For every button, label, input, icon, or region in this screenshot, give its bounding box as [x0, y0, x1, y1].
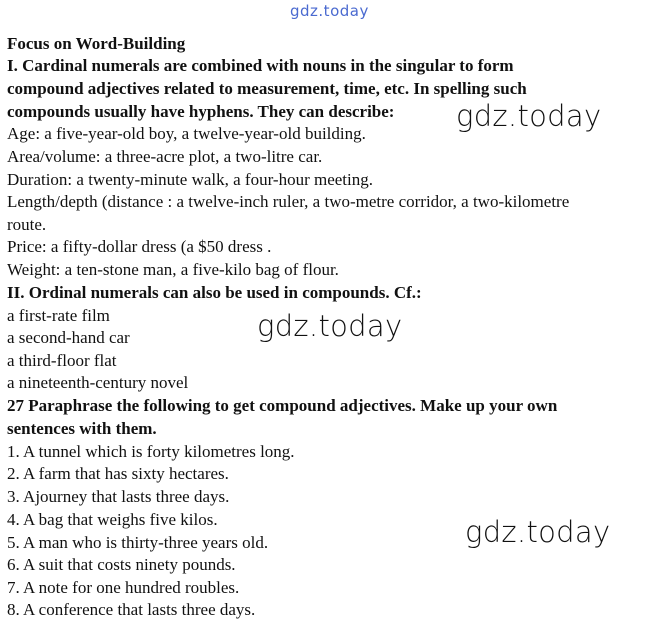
- exercise-item-6: 6. A suit that costs ninety pounds.: [7, 555, 236, 574]
- ordinal-example-1: a first-rate film: [7, 306, 110, 325]
- exercise-item-2: 2. A farm that has sixty hectares.: [7, 464, 229, 483]
- exercise-title-line-2: sentences with them.: [7, 419, 157, 438]
- exercise-item-1: 1. A tunnel which is forty kilometres long.: [7, 442, 295, 461]
- ordinal-example-4: a nineteenth-century novel: [7, 373, 189, 392]
- exercise-item-8: 8. A conference that lasts three days.: [7, 600, 256, 619]
- ordinal-example-3: a third-floor flat: [7, 351, 117, 370]
- exercise-item-7: 7. A note for one hundred roubles.: [7, 578, 240, 597]
- exercise-item-4: 4. A bag that weighs five kilos.: [7, 510, 218, 529]
- example-length-depth: Length/depth (distance : a twelve-inch ruler, a two-metre corridor, a two-kilometre: [7, 192, 570, 211]
- example-length-depth-cont: route.: [7, 215, 47, 234]
- section2-intro: II. Ordinal numerals can also be used in compounds. Cf.:: [7, 283, 422, 302]
- section1-intro-line-3: compounds usually have hyphens. They can describe:: [7, 102, 395, 121]
- exercise-title-line-1: 27 Paraphrase the following to get compound adjectives. Make up your own: [7, 396, 558, 415]
- exercise-item-5: 5. A man who is thirty-three years old.: [7, 533, 269, 552]
- watermark-3: gdz.today: [465, 515, 611, 549]
- section1-intro-line-2: compound adjectives related to measurement, time, etc. In spelling such: [7, 79, 527, 98]
- watermark-top: gdz.today: [290, 2, 369, 20]
- page-heading: Focus on Word-Building: [7, 34, 186, 53]
- watermark-1: gdz.today: [456, 99, 602, 133]
- section1-intro-line-1: I. Cardinal numerals are combined with nouns in the singular to form: [7, 56, 514, 75]
- example-area-volume: Area/volume: a three-acre plot, a two-litre car.: [7, 147, 323, 166]
- example-weight: Weight: a ten-stone man, a five-kilo bag of flour.: [7, 260, 339, 279]
- exercise-item-3: 3. Ajourney that lasts three days.: [7, 487, 230, 506]
- example-price: Price: a fifty-dollar dress (a $50 dress .: [7, 237, 272, 256]
- example-age: Age: a five-year-old boy, a twelve-year-old building.: [7, 124, 366, 143]
- watermark-2: gdz.today: [257, 309, 403, 343]
- ordinal-example-2: a second-hand car: [7, 328, 130, 347]
- example-duration: Duration: a twenty-minute walk, a four-hour meeting.: [7, 170, 373, 189]
